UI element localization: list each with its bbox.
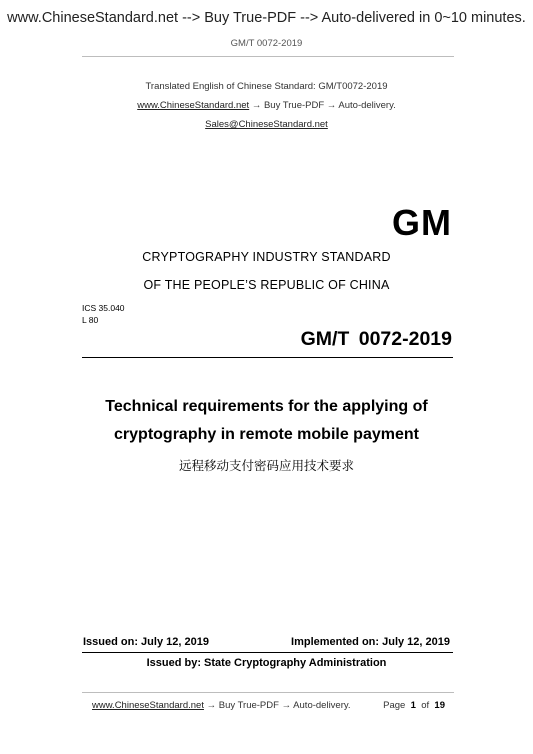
footer-delivery-text: → Buy True-PDF → Auto-delivery. [203, 700, 351, 711]
site-link[interactable]: www.ChineseStandard.net [137, 100, 250, 111]
title-divider [82, 357, 453, 358]
translation-note: Translated English of Chinese Standard: GM/T0072-2019 [145, 81, 388, 92]
issued-on: Issued on: July 12, 2019 [83, 636, 209, 648]
industry-standard-line2: OF THE PEOPLE’S REPUBLIC OF CHINA [143, 278, 390, 292]
header-divider [82, 56, 454, 57]
gm-logo-mark: GM [392, 202, 452, 243]
email-line [0, 119, 533, 130]
footer-site-link[interactable]: www.ChineseStandard.net [92, 700, 204, 711]
page-indicator [383, 700, 445, 711]
classification-code: L 80 [82, 315, 99, 325]
page-of: of [421, 700, 430, 711]
footer-delivery [92, 700, 351, 711]
industry-standard-line1: CRYPTOGRAPHY INDUSTRY STANDARD [142, 250, 391, 264]
page-total: 19 [434, 700, 445, 711]
footer-divider [82, 692, 454, 693]
implemented-on: Implemented on: July 12, 2019 [291, 636, 450, 648]
title-cn: 远程移动支付密码应用技术要求 [178, 458, 354, 473]
issued-by: Issued by: State Cryptography Administration [146, 657, 387, 669]
standard-number: GM/T 0072-2019 [300, 328, 452, 350]
issue-divider [82, 652, 453, 653]
email-link[interactable]: Sales@ChineseStandard.net [205, 119, 328, 130]
delivery-note [0, 100, 533, 111]
header-standard-code: GM/T 0072-2019 [230, 38, 303, 49]
page-current: 1 [410, 700, 416, 711]
top-banner: www.ChineseStandard.net --> Buy True-PDF --> Auto-delivered in 0~10 minutes. [7, 10, 526, 26]
title-en-line2: cryptography in remote mobile payment [114, 426, 419, 443]
title-en-line1: Technical requirements for the applying of [105, 398, 428, 415]
page-label: Page [383, 700, 406, 711]
delivery-text: → Buy True-PDF → Auto-delivery. [249, 100, 396, 111]
ics-code: ICS 35.040 [82, 303, 125, 313]
